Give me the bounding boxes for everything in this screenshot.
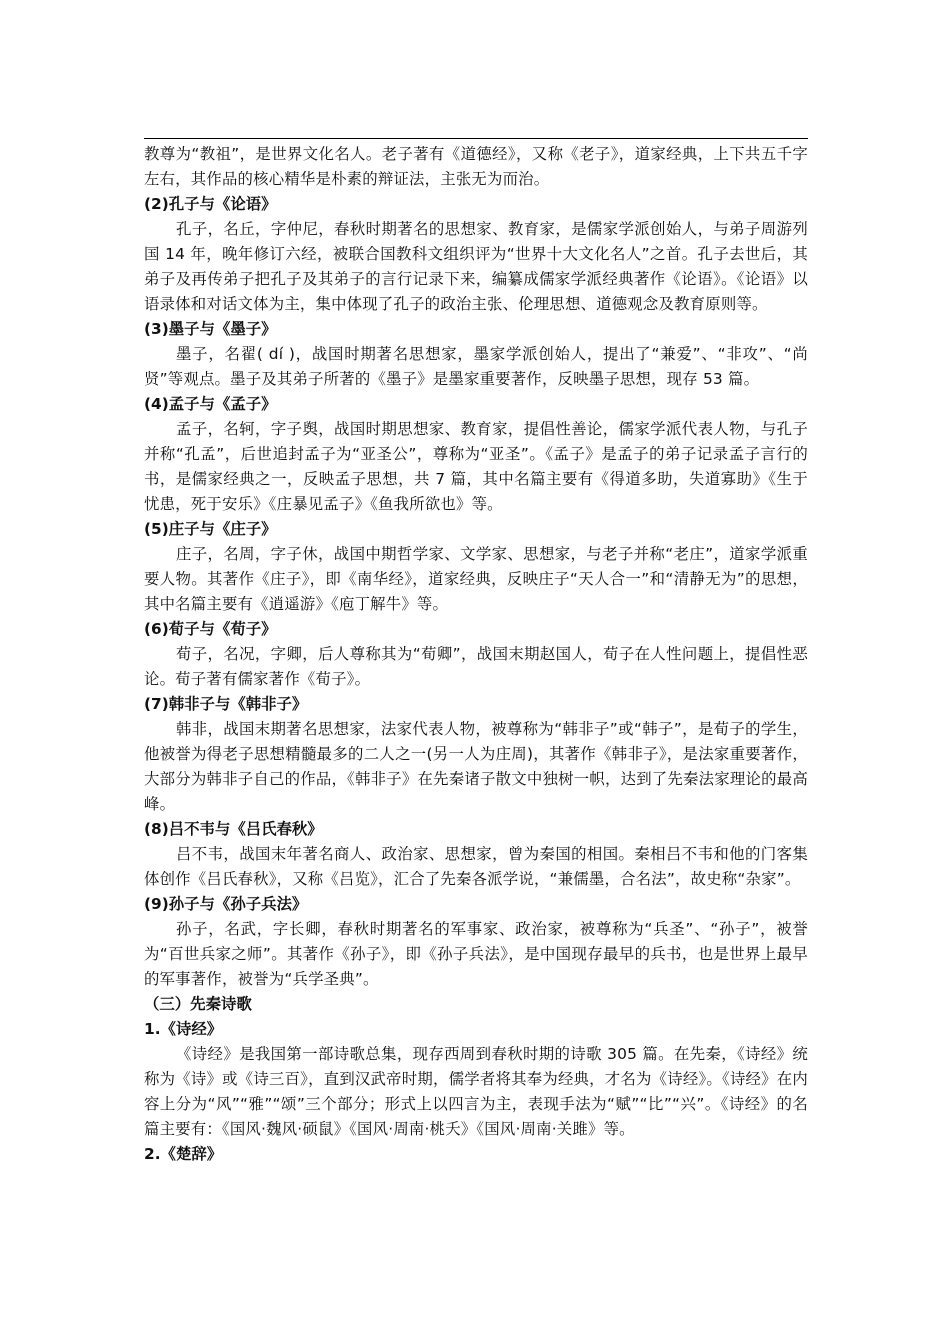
intro-paragraph: 教尊为“教祖”，是世界文化名人。老子著有《道德经》，又称《老子》，道家经典，上下共五千字左右，其作品的核心精华是朴素的辩证法，主张无为而治。 xyxy=(144,145,808,188)
section-body-hanfeizi: 韩非，战国末期著名思想家，法家代表人物，被尊称为“韩非子”或“韩子”，是荀子的学生，他被誉为得老子思想精髓最多的二人之一(另一人为庄周)，其著作《韩非子》，是法家重要著作，大部分为韩非子自己的作品，《韩非子》在先秦诸子散文中独树一帜，达到了先秦法家理论的最高峰。 xyxy=(144,720,808,813)
section-body-mengzi: 孟子，名轲，字子舆，战国时期思想家、教育家，提倡性善论，儒家学派代表人物，与孔子并称“孔孟”，后世追封孟子为“亚圣公”，尊称为“亚圣”。《孟子》是孟子的弟子记录孟子言行的书，是儒家经典之一，反映孟子思想，共 7 篇，其中名篇主要有《得道多助，失道寡助》《生于忧患，死于安乐》《庄暴见孟子》《鱼我所欲也》等。 xyxy=(144,420,808,513)
section-body-lvbuwei: 吕不韦，战国末年著名商人、政治家、思想家，曾为秦国的相国。秦相吕不韦和他的门客集体创作《吕氏春秋》，又称《吕览》，汇合了先秦各派学说，“兼儒墨，合名法”，故史称“杂家”。 xyxy=(144,845,808,888)
section-heading-mozi: (3)墨子与《墨子》 xyxy=(144,320,277,338)
part-heading: （三）先秦诗歌 xyxy=(144,995,252,1013)
section-body-sunzi: 孙子，名武，字长卿，春秋时期著名的军事家、政治家，被尊称为“兵圣”、“孙子”，被誉为“百世兵家之师”。其著作《孙子》，即《孙子兵法》，是中国现存最早的兵书，也是世界上最早的军事著作，被誉为“兵学圣典”。 xyxy=(144,920,808,988)
poetry-body-shijing: 《诗经》是我国第一部诗歌总集，现存西周到春秋时期的诗歌 305 篇。在先秦，《诗经》统称为《诗》或《诗三百》，直到汉武帝时期，儒学者将其奉为经典，才名为《诗经》。《诗经》在内容上分为“风”“雅”“颂”三个部分；形式上以四言为主，表现手法为“赋”“比”“兴”。《诗经》的名篇主要有：《国风·魏风·硕鼠》《国风·周南·桃夭》《国风·周南·关雎》等。 xyxy=(144,1045,808,1138)
section-heading-mengzi: (4)孟子与《孟子》 xyxy=(144,395,277,413)
section-heading-kongzi: (2)孔子与《论语》 xyxy=(144,195,277,213)
document-page xyxy=(144,138,808,1167)
section-heading-xunzi: (6)荀子与《荀子》 xyxy=(144,620,277,638)
poetry-heading-shijing: 1.《诗经》 xyxy=(144,1020,223,1038)
section-heading-sunzi: (9)孙子与《孙子兵法》 xyxy=(144,895,308,913)
section-body-kongzi: 孔子，名丘，字仲尼，春秋时期著名的思想家、教育家，是儒家学派创始人，与弟子周游列国 14 年，晚年修订六经，被联合国教科文组织评为“世界十大文化名人”之首。孔子去世后，其弟子及再传弟子把孔子及其弟子的言行记录下来，编纂成儒家学派经典著作《论语》。《论语》以语录体和对话文体为主，集中体现了孔子的政治主张、伦理思想、道德观念及教育原则等。 xyxy=(144,220,808,313)
section-body-mozi: 墨子，名翟( dí )，战国时期著名思想家，墨家学派创始人，提出了“兼爱”、“非攻”、“尚贤”等观点。墨子及其弟子所著的《墨子》是墨家重要著作，反映墨子思想，现存 53 篇。 xyxy=(144,345,808,388)
section-heading-hanfeizi: (7)韩非子与《韩非子》 xyxy=(144,695,308,713)
poetry-heading-chuci: 2.《楚辞》 xyxy=(144,1145,223,1163)
top-rule xyxy=(144,138,808,139)
section-heading-lvbuwei: (8)吕不韦与《吕氏春秋》 xyxy=(144,820,323,838)
section-body-xunzi: 荀子，名况，字卿，后人尊称其为“荀卿”，战国末期赵国人，荀子在人性问题上，提倡性恶论。荀子著有儒家著作《荀子》。 xyxy=(144,645,808,688)
section-body-zhuangzi: 庄子，名周，字子休，战国中期哲学家、文学家、思想家，与老子并称“老庄”，道家学派重要人物。其著作《庄子》，即《南华经》，道家经典，反映庄子“天人合一”和“清静无为”的思想，其中名篇主要有《逍遥游》《庖丁解牛》等。 xyxy=(144,545,808,613)
section-heading-zhuangzi: (5)庄子与《庄子》 xyxy=(144,520,277,538)
